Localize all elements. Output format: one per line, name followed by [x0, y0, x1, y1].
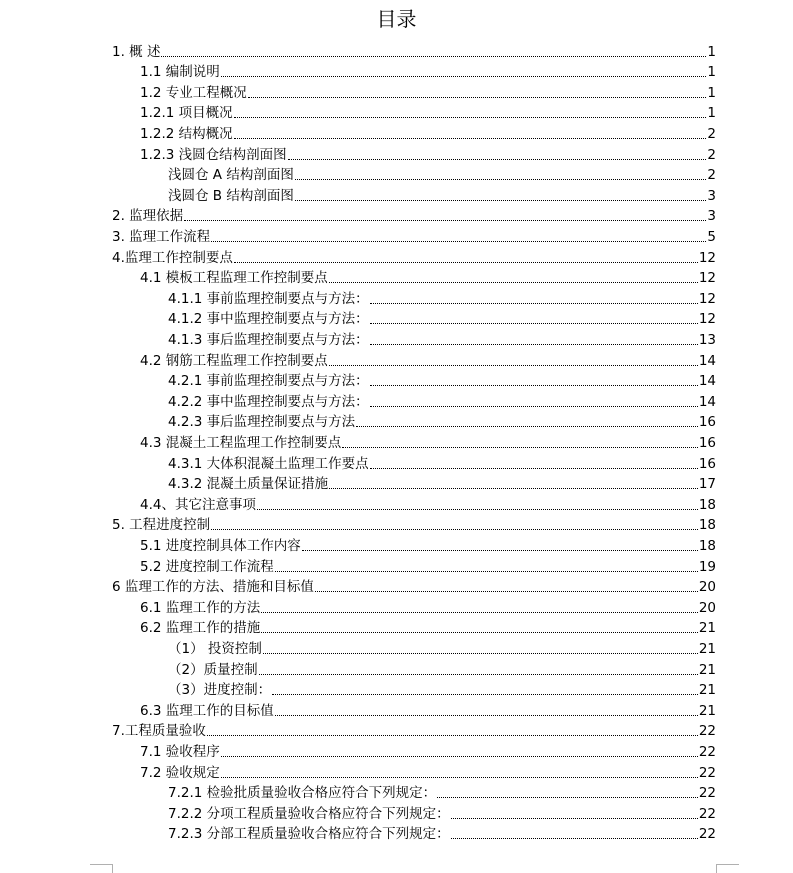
toc-dot-leader — [275, 571, 698, 572]
toc-entry-label: 4.1.1 事前监理控制要点与方法： — [168, 290, 369, 307]
toc-entry-label: 6.2 监理工作的措施 — [140, 620, 261, 637]
toc-dot-leader — [234, 117, 707, 118]
toc-entry[interactable] — [168, 369, 716, 390]
toc-entry-label: 5. 工程进度控制 — [112, 517, 211, 534]
toc-entry[interactable] — [140, 80, 716, 101]
toc-page-number: 16 — [698, 414, 716, 431]
toc-page-number: 21 — [698, 702, 716, 719]
toc-page-number: 13 — [698, 331, 716, 348]
toc-entry[interactable] — [168, 801, 716, 822]
toc-page-number: 12 — [698, 249, 716, 266]
toc-dot-leader — [329, 488, 698, 489]
toc-dot-leader — [275, 715, 698, 716]
toc-entry-label: 4.2 钢筋工程监理工作控制要点 — [140, 352, 328, 369]
toc-entry-label: （2）质量控制 — [168, 661, 258, 678]
toc-entry[interactable] — [168, 472, 716, 493]
toc-entry-label: 6.3 监理工作的目标值 — [140, 702, 274, 719]
toc-entry[interactable] — [140, 348, 716, 369]
toc-entry[interactable] — [112, 39, 716, 60]
toc-page-number: 22 — [698, 743, 716, 760]
toc-entry[interactable] — [168, 451, 716, 472]
toc-entry-label: 7.工程质量验收 — [112, 723, 206, 740]
toc-page-number: 2 — [707, 125, 716, 142]
toc-page-number: 19 — [698, 558, 716, 575]
toc-entry-label: 浅圆仓 B 结构剖面图 — [168, 187, 294, 204]
toc-page-number: 20 — [698, 579, 716, 596]
toc-entry-label: 7.2.2 分项工程质量验收合格应符合下列规定： — [168, 805, 450, 822]
toc-entry[interactable] — [168, 678, 716, 699]
toc-entry[interactable] — [140, 121, 716, 142]
toc-entry[interactable] — [140, 430, 716, 451]
toc-dot-leader — [370, 468, 698, 469]
toc-entry-label: 4.监理工作控制要点 — [112, 249, 233, 266]
toc-page-number: 21 — [698, 682, 716, 699]
toc-entry[interactable] — [168, 822, 716, 843]
toc-page-number: 18 — [698, 496, 716, 513]
toc-page-number: 12 — [698, 270, 716, 287]
toc-dot-leader — [329, 365, 698, 366]
toc-entry[interactable] — [140, 101, 716, 122]
toc-entry-label: 2. 监理依据 — [112, 208, 184, 225]
toc-entry-label: 4.1.2 事中监理控制要点与方法： — [168, 311, 369, 328]
toc-entry[interactable] — [112, 204, 716, 225]
toc-dot-leader — [370, 344, 698, 345]
toc-entry-label: 6.1 监理工作的方法 — [140, 599, 261, 616]
toc-page-number: 12 — [698, 290, 716, 307]
toc-page-number: 22 — [698, 764, 716, 781]
toc-dot-leader — [221, 756, 698, 757]
toc-dot-leader — [302, 550, 698, 551]
toc-page-number: 21 — [698, 661, 716, 678]
toc-dot-leader — [259, 674, 698, 675]
toc-page-number: 2 — [707, 146, 716, 163]
toc-page-number: 1 — [707, 43, 716, 60]
toc-entry[interactable] — [168, 781, 716, 802]
toc-dot-leader — [263, 653, 698, 654]
toc-entry[interactable] — [140, 595, 716, 616]
toc-entry-label: 4.3 混凝土工程监理工作控制要点 — [140, 434, 342, 451]
toc-entry-label: 1.2.2 结构概况 — [140, 125, 233, 142]
toc-entry-label: 4.1.3 事后监理控制要点与方法： — [168, 331, 369, 348]
toc-entry-label: （3）进度控制： — [168, 682, 272, 699]
toc-dot-leader — [211, 241, 706, 242]
toc-entry-label: 1.2 专业工程概况 — [140, 84, 247, 101]
toc-dot-leader — [370, 323, 698, 324]
toc-entry[interactable] — [140, 760, 716, 781]
toc-dot-leader — [342, 447, 698, 448]
toc-dot-leader — [184, 220, 706, 221]
toc-entry-label: 7.2.3 分部工程质量验收合格应符合下列规定： — [168, 826, 450, 843]
toc-page-number: 14 — [698, 352, 716, 369]
toc-entry-label: 1.1 编制说明 — [140, 64, 220, 81]
toc-dot-leader — [207, 735, 698, 736]
toc-entry-label: 4.1 模板工程监理工作控制要点 — [140, 270, 328, 287]
toc-dot-leader — [370, 406, 698, 407]
toc-page-number: 18 — [698, 537, 716, 554]
toc-entry-label: 7.2.1 检验批质量验收合格应符合下列规定： — [168, 785, 437, 802]
toc-dot-leader — [451, 818, 698, 819]
toc-entry[interactable] — [140, 60, 716, 81]
toc-page-number: 20 — [698, 599, 716, 616]
toc-entry[interactable] — [112, 513, 716, 534]
toc-entry[interactable] — [140, 266, 716, 287]
toc-dot-leader — [288, 159, 707, 160]
page-corner-mark-right — [716, 864, 739, 873]
toc-entry[interactable] — [168, 410, 716, 431]
toc-entry[interactable] — [140, 492, 716, 513]
toc-entry[interactable] — [112, 245, 716, 266]
toc-entry[interactable] — [168, 286, 716, 307]
toc-dot-leader — [295, 179, 707, 180]
toc-page-number: 22 — [698, 826, 716, 843]
toc-entry-label: （1） 投资控制 — [168, 640, 262, 657]
toc-entry-label: 1.2.3 浅圆仓结构剖面图 — [140, 146, 287, 163]
toc-entry-label: 7.1 验收程序 — [140, 743, 220, 760]
toc-dot-leader — [161, 56, 706, 57]
toc-entry[interactable] — [112, 224, 716, 245]
toc-entry-label: 浅圆仓 A 结构剖面图 — [168, 167, 294, 184]
toc-entry[interactable] — [140, 616, 716, 637]
toc-dot-leader — [315, 591, 698, 592]
toc-entry-label: 5.2 进度控制工作流程 — [140, 558, 274, 575]
toc-entry[interactable] — [140, 142, 716, 163]
toc-entry[interactable] — [140, 554, 716, 575]
toc-entry[interactable] — [112, 719, 716, 740]
toc-page-number: 21 — [698, 620, 716, 637]
toc-entry[interactable] — [140, 533, 716, 554]
toc-entry[interactable] — [168, 389, 716, 410]
toc-dot-leader — [356, 426, 698, 427]
toc-page-number: 3 — [707, 208, 716, 225]
toc-page-number: 5 — [707, 228, 716, 245]
toc-page-number: 22 — [698, 785, 716, 802]
toc-dot-leader — [257, 509, 698, 510]
toc-page-number: 21 — [698, 640, 716, 657]
toc-dot-leader — [437, 797, 698, 798]
toc-page-number: 12 — [698, 311, 716, 328]
toc-entry-label: 1.2.1 项目概况 — [140, 105, 233, 122]
toc-page-number: 14 — [698, 393, 716, 410]
toc-entry[interactable] — [168, 307, 716, 328]
toc-entry[interactable] — [168, 636, 716, 657]
toc-dot-leader — [261, 632, 698, 633]
toc-page-number: 18 — [698, 517, 716, 534]
toc-dot-leader — [272, 694, 698, 695]
toc-page-number: 2 — [707, 167, 716, 184]
toc-page-number: 1 — [707, 105, 716, 122]
toc-entry-label: 4.3.2 混凝土质量保证措施 — [168, 476, 329, 493]
toc-entry-label: 4.2.1 事前监理控制要点与方法： — [168, 373, 369, 390]
toc-dot-leader — [370, 303, 698, 304]
toc-dot-leader — [234, 138, 707, 139]
toc-page-number: 3 — [707, 187, 716, 204]
toc-dot-leader — [370, 385, 698, 386]
toc-dot-leader — [234, 262, 698, 263]
toc-entry-label: 4.2.2 事中监理控制要点与方法： — [168, 393, 369, 410]
toc-dot-leader — [261, 612, 698, 613]
toc-page-number: 22 — [698, 805, 716, 822]
toc-entry[interactable] — [140, 739, 716, 760]
toc-dot-leader — [221, 76, 707, 77]
toc-entry[interactable] — [168, 163, 716, 184]
toc-entry-label: 4.2.3 事后监理控制要点与方法 — [168, 414, 356, 431]
toc-dot-leader — [221, 777, 698, 778]
toc-dot-leader — [451, 838, 698, 839]
toc-entry[interactable] — [168, 657, 716, 678]
toc-entry-label: 3. 监理工作流程 — [112, 228, 211, 245]
toc-entry[interactable] — [168, 183, 716, 204]
toc-page-number: 17 — [698, 476, 716, 493]
page-corner-mark-left — [90, 864, 113, 873]
toc-entry-label: 7.2 验收规定 — [140, 764, 220, 781]
toc-entry-label: 5.1 进度控制具体工作内容 — [140, 537, 301, 554]
toc-dot-leader — [295, 200, 707, 201]
toc-entry[interactable] — [112, 575, 716, 596]
toc-page-number: 1 — [707, 84, 716, 101]
toc-page-number: 1 — [707, 64, 716, 81]
toc-dot-leader — [211, 529, 698, 530]
toc-entry-label: 1. 概 述 — [112, 43, 161, 60]
toc-dot-leader — [248, 97, 707, 98]
toc-entry[interactable] — [140, 698, 716, 719]
toc-entry-label: 4.4、其它注意事项 — [140, 496, 256, 513]
page-title: 目录 — [376, 7, 417, 31]
toc-entry-label: 6 监理工作的方法、措施和目标值 — [112, 579, 314, 596]
toc-page-number: 16 — [698, 434, 716, 451]
toc-entry-label: 4.3.1 大体积混凝土监理工作要点 — [168, 455, 369, 472]
toc-page-number: 14 — [698, 373, 716, 390]
toc-dot-leader — [329, 282, 698, 283]
toc-entry[interactable] — [168, 327, 716, 348]
toc-page-number: 16 — [698, 455, 716, 472]
toc-page-number: 22 — [698, 723, 716, 740]
